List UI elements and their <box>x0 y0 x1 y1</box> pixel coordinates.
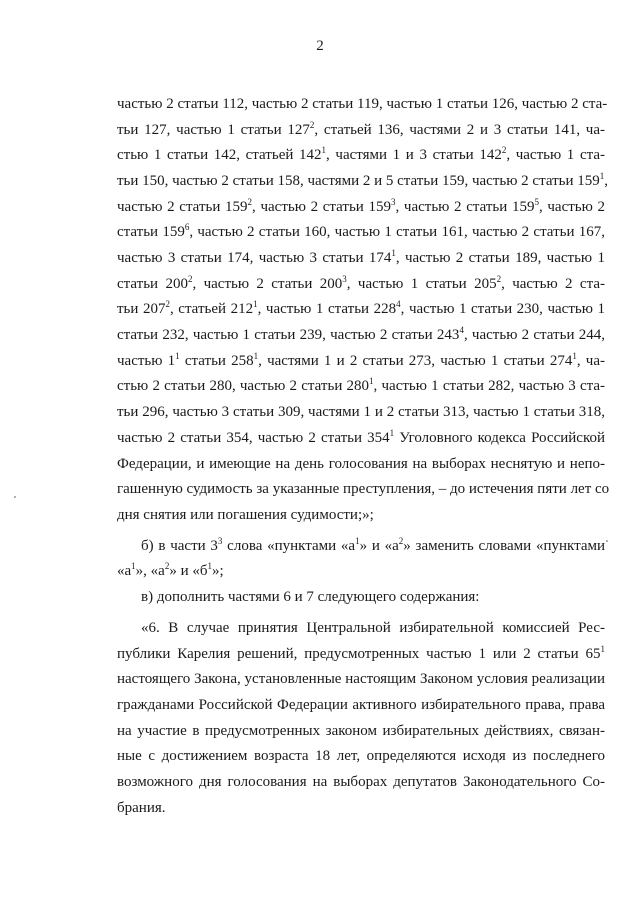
superscript-index: 4 <box>396 299 401 309</box>
superscript-index: 1 <box>599 171 605 181</box>
superscript-index: 1 <box>175 351 180 361</box>
superscript-index: 2 <box>247 197 253 207</box>
superscript-index: 2 <box>187 274 193 284</box>
text-line: на участие в предусмотренных законом избирательных действиях, связан- <box>117 723 605 739</box>
text-line: тьи 296, частью 3 статьи 309, частями 1 и 2 статьи 313, частью 1 статьи 318, <box>117 404 605 420</box>
superscript-index: 2 <box>496 274 502 284</box>
text-line: ные с достижением возраста 18 лет, определяются исходя из последнего <box>117 748 605 764</box>
text-line: б) в части $3^3$ слова «пунктами «$а^1$» и «$а^2$» заменить словами «пунктами <box>141 536 606 554</box>
superscript-index: 2 <box>398 536 404 546</box>
superscript-index: 1 <box>207 561 213 571</box>
text-line: гражданами Российской Федерации активного избирательного права, права <box>117 697 605 713</box>
text-line: Федерации, и имеющие на день голосования на выборах неснятую и непо- <box>117 456 605 472</box>
text-line: в) дополнить частями 6 и 7 следующего содержания: <box>141 589 480 605</box>
superscript-index: 1 <box>131 561 136 571</box>
superscript-index: 1 <box>355 536 360 546</box>
text-line: тьи 150, частью 2 статьи 158, частями 2 и 5 статьи 159, частью 2 статьи $159^1$, <box>117 171 609 189</box>
superscript-index: 3 <box>391 197 396 207</box>
superscript-index: 3 <box>217 536 223 546</box>
text-line: настоящего Закона, установленные настоящим Законом условия реализации <box>117 671 605 687</box>
page-number: 2 <box>316 38 324 54</box>
text-line: стью 1 статьи 142, статьей $142^1$, частями 1 и 3 статьи $142^2$, частью 1 ста- <box>117 145 605 163</box>
superscript-index: 1 <box>253 351 259 361</box>
text-line: «$а^1$», «$а^2$» и «$б^1$»; <box>117 561 224 579</box>
superscript-index: 2 <box>164 561 170 571</box>
superscript-index: 1 <box>253 299 258 309</box>
superscript-index: 2 <box>309 120 315 130</box>
text-line: частью 2 статьи 354, частью 2 статьи $354^1$ Уголовного кодекса Российской <box>117 428 605 446</box>
superscript-index: 1 <box>391 248 396 258</box>
superscript-index: 2 <box>501 145 507 155</box>
superscript-index: 2 <box>165 299 170 309</box>
text-line: частью 3 статьи 174, частью 3 статьи $174^1$, частью 2 статьи 189, частью 1 <box>117 248 605 266</box>
scan-speck <box>606 540 608 542</box>
text-line: тьи $207^2$, статьей $212^1$, частью 1 статьи $228^4$, частью 1 статьи 230, частью 1 <box>117 299 605 317</box>
text-line: статьи 232, частью 1 статьи 239, частью 2 статьи $243^4$, частью 2 статьи 244, <box>117 325 605 343</box>
text-line: тьи 127, частью 1 статьи $127^2$, статьей 136, частями 2 и 3 статьи 141, ча- <box>117 120 605 138</box>
text-line: возможного дня голосования на выборах депутатов Законодательного Со- <box>117 774 605 790</box>
text-line: брания. <box>117 800 166 816</box>
superscript-index: 4 <box>459 325 464 335</box>
superscript-index: 6 <box>184 222 190 232</box>
text-line: публики Карелия решений, предусмотренных частью 1 или 2 статьи $65^1$ <box>117 644 605 662</box>
scan-speck <box>14 496 16 498</box>
superscript-index: 1 <box>389 428 395 438</box>
superscript-index: 1 <box>600 644 605 654</box>
text-line: частью $1^1$ статьи $258^1$, частями 1 и 2 статьи 273, частью 1 статьи $274^1$, ча- <box>117 351 605 369</box>
text-line: частью 2 статьи 112, частью 2 статьи 119, частью 1 статьи 126, частью 2 ста- <box>117 96 608 112</box>
text-line: статьи $200^2$, частью 2 статьи $200^3$, частью 1 статьи $205^2$, частью 2 ста- <box>117 274 605 292</box>
text-line: частью 2 статьи $159^2$, частью 2 статьи $159^3$, частью 2 статьи $159^5$, частью 2 <box>117 197 605 215</box>
text-line: статьи $159^6$, частью 2 статьи 160, частью 1 статьи 161, частью 2 статьи 167, <box>117 222 605 240</box>
superscript-index: 5 <box>534 197 539 207</box>
superscript-index: 1 <box>321 145 327 155</box>
superscript-index: 3 <box>342 274 347 284</box>
text-line: «6. В случае принятия Центральной избирательной комиссией Рес- <box>141 620 605 636</box>
superscript-index: 1 <box>369 376 374 386</box>
superscript-index: 1 <box>572 351 577 361</box>
text-line: стью 2 статьи 280, частью 2 статьи $280^1$, частью 1 статьи 282, частью 3 ста- <box>117 376 605 394</box>
text-line: гашенную судимость за указанные преступления, – до истечения пяти лет со <box>117 481 610 497</box>
text-line: дня снятия или погашения судимости;»; <box>117 507 374 523</box>
